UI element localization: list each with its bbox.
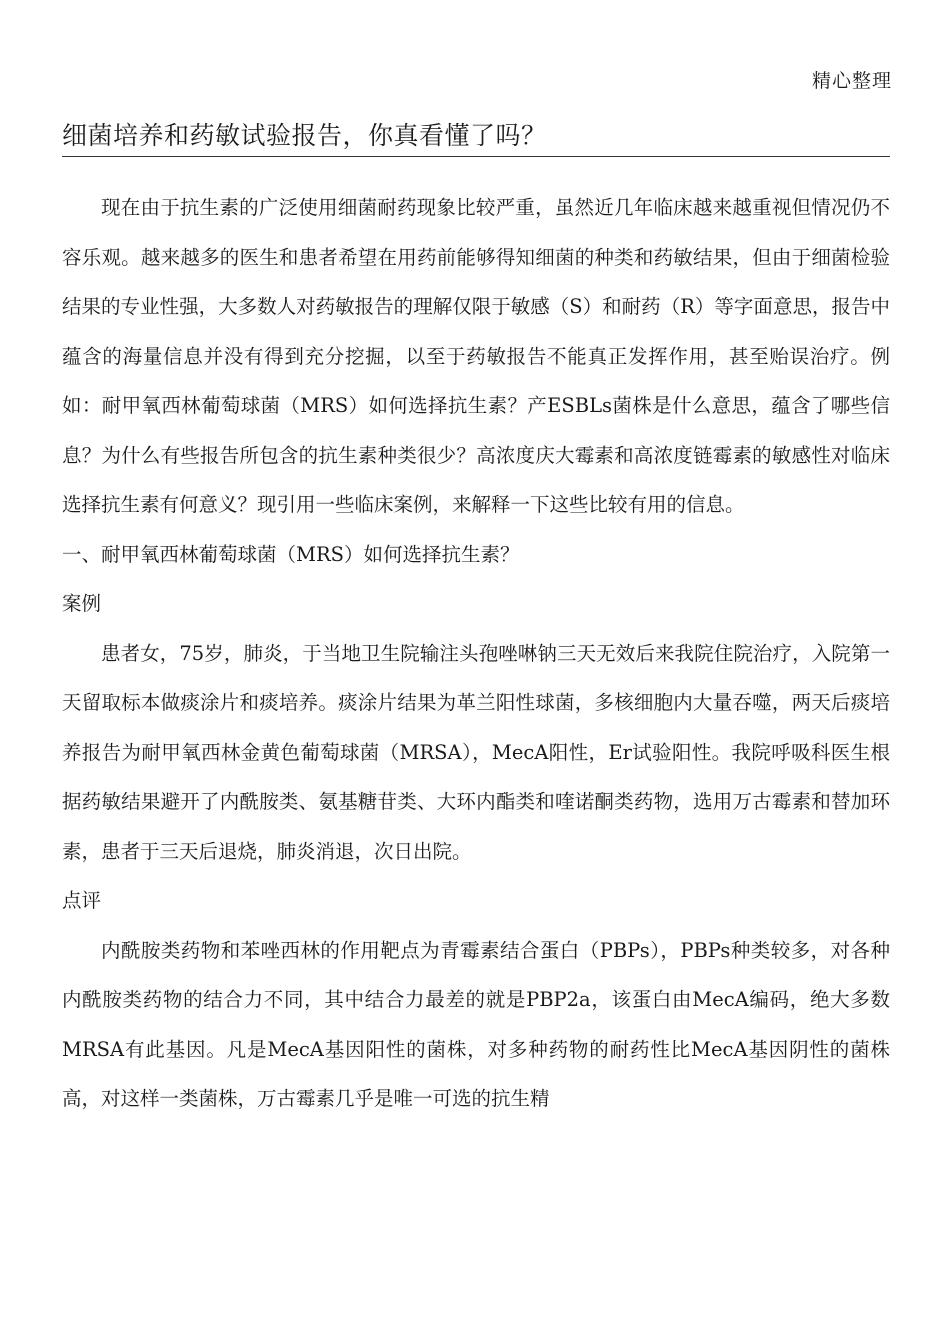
document-title: 细菌培养和药敏试验报告，你真看懂了吗？ <box>62 116 890 157</box>
case-paragraph: 患者女，75岁，肺炎，于当地卫生院输注头孢唑啉钠三天无效后来我院住院治疗，入院第一天留取标本做痰涂片和痰培养。痰涂片结果为革兰阳性球菌，多核细胞内大量吞噬，两天后痰培养报告为耐甲氧西林金黄色葡萄球菌（MRSA），MecA阳性，Er试验阳性。我院呼吸科医生根据药敏结果避开了内酰胺类、氨基糖苷类、大环内酯类和喹诺酮类药物，选用万古霉素和替加环素，患者于三天后退烧，肺炎消退，次日出院。 <box>62 641 890 863</box>
section-heading: 一、耐甲氧西林葡萄球菌（MRS）如何选择抗生素？ <box>62 542 520 566</box>
intro-paragraph: 现在由于抗生素的广泛使用细菌耐药现象比较严重，虽然近几年临床越来越重视但情况仍不容乐观。越来越多的医生和患者希望在用药前能够得知细菌的种类和药敏结果，但由于细菌检验结果的专业性强，大多数人对药敏报告的理解仅限于敏感（S）和耐药（R）等字面意思，报告中蕴含的海量信息并没有得到充分挖掘，以至于药敏报告不能真正发挥作用，甚至贻误治疗。例如：耐甲氧西林葡萄球菌（MRS）如何选择抗生素？产ESBLs菌株是什么意思，蕴含了哪些信息？为什么有些报告所包含的抗生素种类很少？高浓度庆大霉素和高浓度链霉素的敏感性对临床选择抗生素有何意义？现引用一些临床案例，来解释一下这些比较有用的信息。 <box>62 196 890 516</box>
header-note: 精心整理 <box>811 70 892 92</box>
comment-label: 点评 <box>62 889 102 912</box>
case-label: 案例 <box>62 592 102 615</box>
document-body <box>62 183 890 1124</box>
comment-paragraph: 内酰胺类药物和苯唑西林的作用靶点为青霉素结合蛋白（PBPs），PBPs种类较多，对各种内酰胺类药物的结合力不同，其中结合力最差的就是PBP2a，该蛋白由MecA编码，绝大多数MRSA有此基因。凡是MecA基因阳性的菌株，对多种药物的耐药性比MecA基因阴性的菌株高，对这样一类菌株，万古霉素几乎是唯一可选的抗生精 <box>62 938 891 1110</box>
